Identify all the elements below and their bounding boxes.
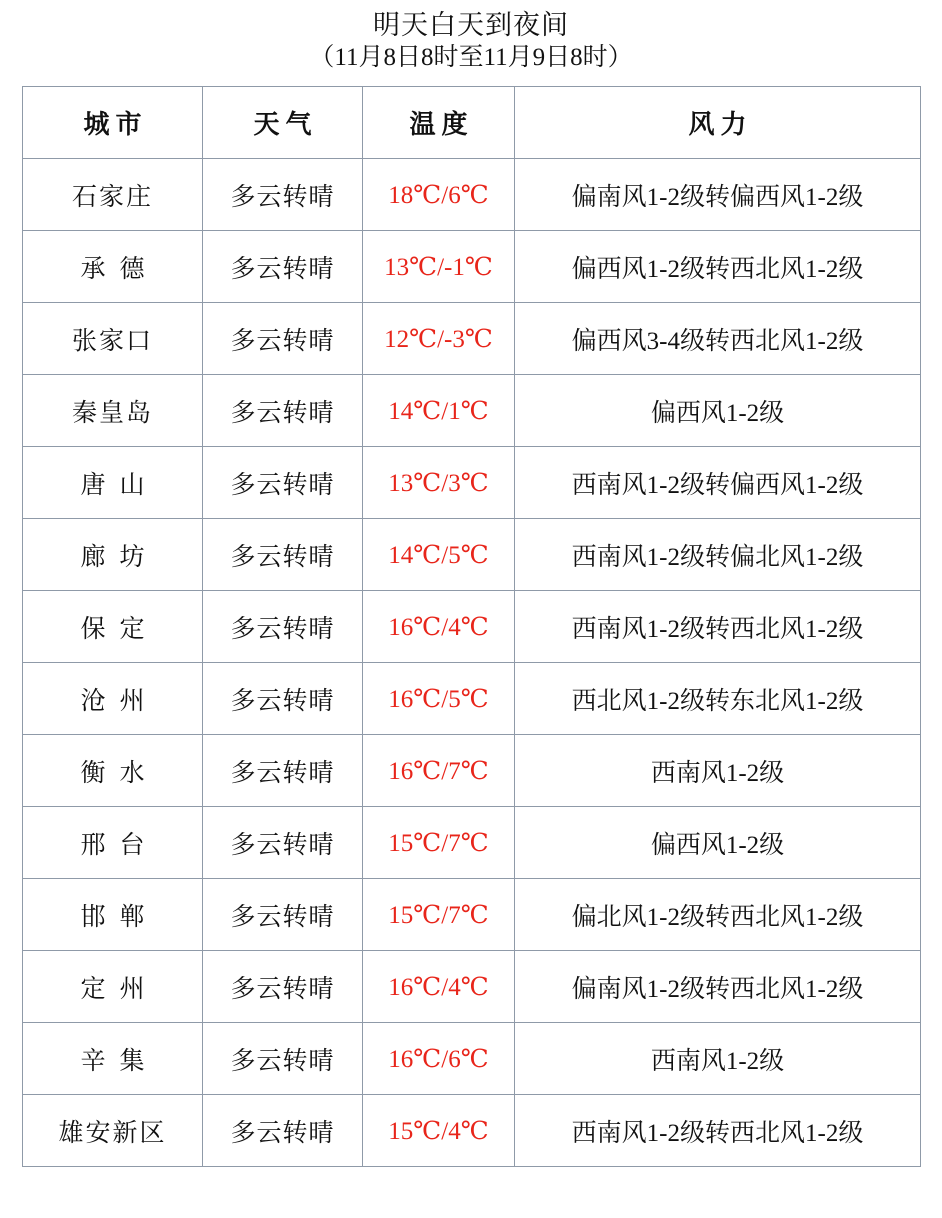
- cell-weather: 多云转晴: [203, 231, 363, 303]
- cell-wind: 西南风1-2级: [515, 1023, 921, 1095]
- cell-wind: 偏西风1-2级: [515, 807, 921, 879]
- cell-city: 辛集: [23, 1023, 203, 1095]
- cell-city: 保定: [23, 591, 203, 663]
- cell-temperature: 13℃/-1℃: [363, 231, 515, 303]
- cell-temperature: 12℃/-3℃: [363, 303, 515, 375]
- cell-weather: 多云转晴: [203, 303, 363, 375]
- cell-weather: 多云转晴: [203, 1023, 363, 1095]
- cell-weather: 多云转晴: [203, 951, 363, 1023]
- cell-temperature: 16℃/4℃: [363, 591, 515, 663]
- cell-city: 沧州: [23, 663, 203, 735]
- cell-weather: 多云转晴: [203, 879, 363, 951]
- cell-city: 雄安新区: [23, 1095, 203, 1167]
- cell-temperature: 16℃/6℃: [363, 1023, 515, 1095]
- cell-wind: 西南风1-2级转西北风1-2级: [515, 1095, 921, 1167]
- table-row: [23, 519, 921, 591]
- cell-temperature: 14℃/5℃: [363, 519, 515, 591]
- column-header-temperature: 温度: [363, 87, 515, 159]
- table-row: [23, 879, 921, 951]
- cell-temperature: 15℃/4℃: [363, 1095, 515, 1167]
- cell-temperature: 14℃/1℃: [363, 375, 515, 447]
- table-row: [23, 663, 921, 735]
- cell-temperature: 15℃/7℃: [363, 807, 515, 879]
- table-row: [23, 159, 921, 231]
- table-row: [23, 591, 921, 663]
- table-row: [23, 807, 921, 879]
- cell-city: 邯郸: [23, 879, 203, 951]
- cell-city: 唐山: [23, 447, 203, 519]
- cell-wind: 偏西风1-2级: [515, 375, 921, 447]
- page-title: [22, 4, 920, 74]
- table-header: [23, 87, 921, 159]
- cell-weather: 多云转晴: [203, 663, 363, 735]
- column-header-city: 城市: [23, 87, 203, 159]
- cell-city: 秦皇岛: [23, 375, 203, 447]
- cell-temperature: 16℃/4℃: [363, 951, 515, 1023]
- table-row: [23, 447, 921, 519]
- cell-wind: 偏南风1-2级转西北风1-2级: [515, 951, 921, 1023]
- cell-weather: 多云转晴: [203, 375, 363, 447]
- cell-temperature: 16℃/5℃: [363, 663, 515, 735]
- cell-wind: 西南风1-2级: [515, 735, 921, 807]
- cell-wind: 西南风1-2级转偏西风1-2级: [515, 447, 921, 519]
- cell-city: 承德: [23, 231, 203, 303]
- table-header-row: [23, 87, 921, 159]
- table-row: [23, 375, 921, 447]
- cell-temperature: 15℃/7℃: [363, 879, 515, 951]
- cell-wind: 偏西风1-2级转西北风1-2级: [515, 231, 921, 303]
- cell-city: 张家口: [23, 303, 203, 375]
- cell-city: 邢台: [23, 807, 203, 879]
- cell-wind: 西南风1-2级转偏北风1-2级: [515, 519, 921, 591]
- cell-temperature: 16℃/7℃: [363, 735, 515, 807]
- cell-weather: 多云转晴: [203, 735, 363, 807]
- cell-wind: 偏北风1-2级转西北风1-2级: [515, 879, 921, 951]
- cell-weather: 多云转晴: [203, 591, 363, 663]
- cell-city: 廊坊: [23, 519, 203, 591]
- cell-temperature: 18℃/6℃: [363, 159, 515, 231]
- cell-weather: 多云转晴: [203, 1095, 363, 1167]
- table-row: [23, 303, 921, 375]
- weather-table: [22, 86, 921, 1167]
- column-header-wind: 风力: [515, 87, 921, 159]
- cell-city: 定州: [23, 951, 203, 1023]
- cell-temperature: 13℃/3℃: [363, 447, 515, 519]
- title-primary: 明天白天到夜间: [373, 10, 569, 40]
- cell-city: 衡水: [23, 735, 203, 807]
- cell-weather: 多云转晴: [203, 159, 363, 231]
- table-row: [23, 735, 921, 807]
- cell-wind: 偏南风1-2级转偏西风1-2级: [515, 159, 921, 231]
- table-row: [23, 1023, 921, 1095]
- table-body: [23, 159, 921, 1167]
- column-header-weather: 天气: [203, 87, 363, 159]
- cell-wind: 偏西风3-4级转西北风1-2级: [515, 303, 921, 375]
- cell-weather: 多云转晴: [203, 807, 363, 879]
- cell-weather: 多云转晴: [203, 447, 363, 519]
- table-row: [23, 231, 921, 303]
- cell-wind: 西南风1-2级转西北风1-2级: [515, 591, 921, 663]
- title-period: （11月8日8时至11月9日8时）: [309, 44, 633, 71]
- table-row: [23, 951, 921, 1023]
- table-row: [23, 1095, 921, 1167]
- cell-wind: 西北风1-2级转东北风1-2级: [515, 663, 921, 735]
- cell-city: 石家庄: [23, 159, 203, 231]
- cell-weather: 多云转晴: [203, 519, 363, 591]
